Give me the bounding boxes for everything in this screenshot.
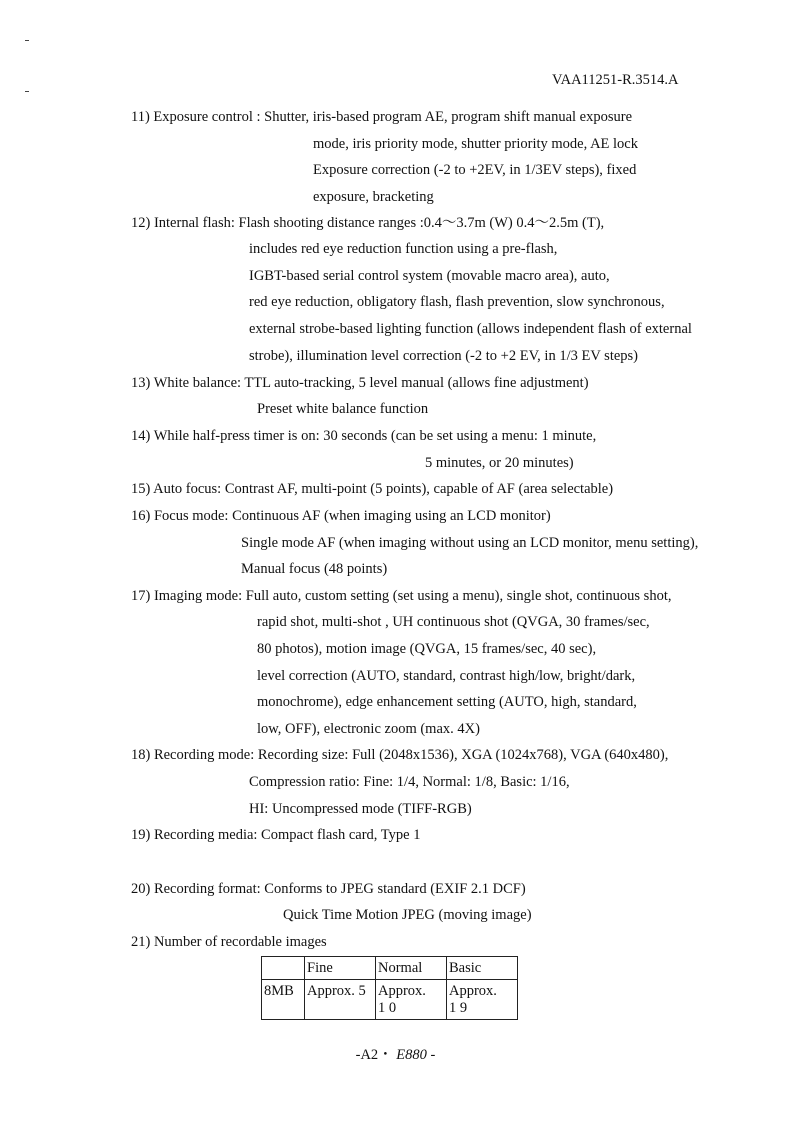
- spec-line-recording-format: 20) Recording format: Conforms to JPEG standard (EXIF 2.1 DCF): [131, 881, 526, 897]
- recordable-images-table: [261, 956, 518, 1020]
- spec-line: Single mode AF (when imaging without using an LCD monitor, menu setting),: [241, 535, 699, 551]
- spec-line-white-balance: 13) White balance: TTL auto-tracking, 5 level manual (allows fine adjustment): [131, 375, 589, 391]
- spec-line: 5 minutes, or 20 minutes): [425, 455, 574, 471]
- table-cell-line: 1 0: [378, 1000, 397, 1016]
- spec-line: rapid shot, multi-shot , UH continuous shot (QVGA, 30 frames/sec,: [257, 614, 650, 630]
- table-cell-line: 1 9: [449, 1000, 468, 1016]
- table-cell-capacity: 8MB: [262, 980, 305, 1020]
- margin-mark-top: [25, 40, 29, 41]
- spec-line-recording-media: 19) Recording media: Compact flash card, Type 1: [131, 827, 421, 843]
- table-row: [262, 980, 518, 1020]
- spec-line: external strobe-based lighting function (allows independent flash of external: [249, 321, 692, 337]
- table-header-cell: Normal: [376, 957, 447, 980]
- table-cell-normal: [376, 980, 447, 1020]
- spec-line: Compression ratio: Fine: 1/4, Normal: 1/8, Basic: 1/16,: [249, 774, 570, 790]
- spec-line-imaging-mode: 17) Imaging mode: Full auto, custom setting (set using a menu), single shot, continuous shot,: [131, 588, 672, 604]
- spec-line: Exposure correction (-2 to +2EV, in 1/3EV steps), fixed: [313, 162, 637, 178]
- spec-line-auto-focus: 15) Auto focus: Contrast AF, multi-point (5 points), capable of AF (area selectable): [131, 481, 614, 497]
- spec-line: Preset white balance function: [257, 401, 429, 417]
- margin-mark-bottom: [25, 91, 29, 92]
- spec-line-recordable-images: 21) Number of recordable images: [131, 934, 327, 950]
- spec-line: level correction (AUTO, standard, contrast high/low, bright/dark,: [257, 668, 636, 684]
- table-header-cell: Basic: [447, 957, 518, 980]
- spec-line-exposure-control: 11) Exposure control : Shutter, iris-based program AE, program shift manual exposure: [131, 109, 633, 125]
- table-cell-fine: Approx. 5: [305, 980, 376, 1020]
- page-footer: [0, 1046, 791, 1064]
- table-cell-line: Approx.: [378, 983, 426, 999]
- table-header-row: [262, 957, 518, 980]
- document-id: VAA11251-R.3514.A: [552, 72, 679, 88]
- page-number-suffix: -: [430, 1047, 436, 1063]
- spec-line-half-press-timer: 14) While half-press timer is on: 30 seconds (can be set using a menu: 1 minute,: [131, 428, 597, 444]
- table-header-cell: Fine: [305, 957, 376, 980]
- spec-line: Manual focus (48 points): [241, 561, 388, 577]
- spec-line: exposure, bracketing: [313, 189, 434, 205]
- spec-line: IGBT-based serial control system (movable macro area), auto,: [249, 268, 610, 284]
- spec-line: includes red eye reduction function using a pre-flash,: [249, 241, 558, 257]
- spec-line: Quick Time Motion JPEG (moving image): [283, 907, 532, 923]
- table-cell-basic: [447, 980, 518, 1020]
- model-name: E880: [396, 1047, 427, 1063]
- spec-line: low, OFF), electronic zoom (max. 4X): [257, 721, 480, 737]
- spec-line: HI: Uncompressed mode (TIFF-RGB): [249, 801, 472, 817]
- spec-line-focus-mode: 16) Focus mode: Continuous AF (when imaging using an LCD monitor): [131, 508, 551, 524]
- spec-line: mode, iris priority mode, shutter priority mode, AE lock: [313, 136, 638, 152]
- spec-line: monochrome), edge enhancement setting (AUTO, high, standard,: [257, 694, 637, 710]
- spec-line-internal-flash: 12) Internal flash: Flash shooting distance ranges :0.4～3.7m (W) 0.4～2.5m (T),: [131, 215, 605, 231]
- table-cell-line: Approx.: [449, 983, 497, 999]
- page-number: -A2・: [355, 1047, 393, 1063]
- table-header-cell: [262, 957, 305, 980]
- spec-line: 80 photos), motion image (QVGA, 15 frames/sec, 40 sec),: [257, 641, 597, 657]
- spec-line: red eye reduction, obligatory flash, flash prevention, slow synchronous,: [249, 294, 665, 310]
- spec-line-recording-mode: 18) Recording mode: Recording size: Full (2048x1536), XGA (1024x768), VGA (640x480),: [131, 747, 669, 763]
- spec-line: strobe), illumination level correction (-2 to +2 EV, in 1/3 EV steps): [249, 348, 639, 364]
